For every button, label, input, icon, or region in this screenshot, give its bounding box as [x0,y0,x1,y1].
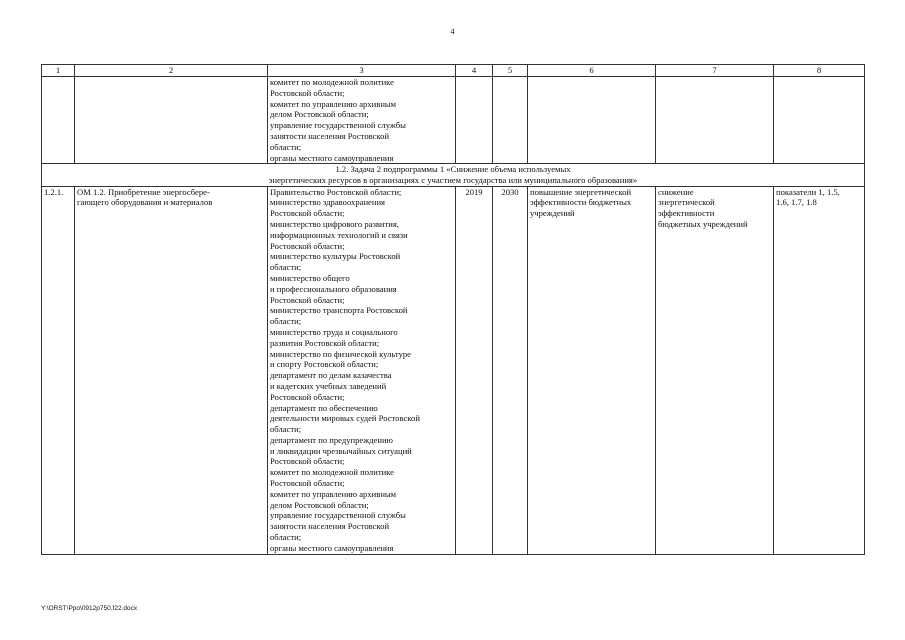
task-heading [42,164,865,186]
indicator-line: показатели 1, 1.5, [776,186,840,197]
program-measures-table [41,64,865,555]
executor-line: развития Ростовской области; [270,337,380,348]
consequence-line: эффективности [658,208,715,219]
page-number: 4 [450,27,455,36]
measure-row [42,186,865,554]
executor-line: министерство по физической культуре [270,348,411,359]
executor-line: комитет по управлению архивным [270,98,397,109]
executor-line: департамент по предупреждению [270,434,393,445]
column-number: 4 [456,65,493,77]
cell-empty [42,77,75,164]
executor-line: комитет по молодежной политике [270,77,394,87]
executor-line: и профессионального образования [270,283,397,294]
column-number: 1 [42,65,75,77]
executor-line: деятельности мировых судей Ростовской [270,413,420,424]
executor-line: министерство общего [270,272,350,283]
cell-empty [774,77,865,164]
expected-result-line: учреждений [530,208,575,219]
executor-line: области; [270,316,302,327]
measure-name-line: гающего оборудования и материалов [77,197,213,208]
executor-line: области; [270,262,302,273]
executor-line: и спорту Ростовской области; [270,359,379,370]
task-heading-row [42,164,865,186]
executor-line: занятости населения Ростовской [270,130,390,141]
executor-line: и кадетских учебных заведений [270,380,387,391]
task-heading-line: энергетических ресурсов в организациях с участием государства или муниципального образования» [268,174,638,185]
executor-line: и ликвидации чрезвычайных ситуаций [270,445,412,456]
consequence-line: снижение [658,186,694,197]
expected-result-line: эффективности бюджетных [530,197,632,208]
column-number: 6 [528,65,656,77]
cell-empty [493,77,528,164]
start-year: 2019 [456,186,493,554]
executor-line: управление государственной службы [270,120,406,131]
executor-line: департамент по обеспечению [270,402,378,413]
executor-line: министерство цифрового развития, [270,218,399,229]
executor-line: занятости населения Ростовской [270,521,390,532]
cell-empty [75,77,268,164]
executor-line: Ростовской области; [270,391,345,402]
executor-line: министерство транспорта Ростовской [270,305,408,316]
executor-line: органы местного самоуправления [270,152,394,163]
executor-line: делом Ростовской области; [270,499,369,510]
executor-line: Ростовской области; [270,294,345,305]
executors-cell [268,186,456,554]
executor-line: департамент по делам казачества [270,370,392,381]
executor-line: органы местного самоуправления [270,542,394,553]
executor-line: Ростовской области; [270,456,345,467]
continued-row [42,77,865,164]
executor-line: Правительство Ростовской области; [270,186,402,197]
cell-empty [656,77,774,164]
indicator-line: 1.6, 1.7, 1.8 [776,197,817,208]
executor-line: Ростовской области; [270,478,345,489]
executor-line: Ростовской области; [270,240,345,251]
executor-line: Ростовской области; [270,208,345,219]
column-number: 5 [493,65,528,77]
executor-line: министерство труда и социального [270,326,398,337]
file-path-footer: Y:\ORST\Ppo\0912p750.f22.docx [41,605,138,612]
executor-line: комитет по молодежной политике [270,467,394,478]
measure-name-line: ОМ 1.2. Приобретение энергосбере- [77,186,210,197]
end-year: 2030 [493,186,528,554]
row-number: 1.2.1. [42,186,75,554]
column-number: 8 [774,65,865,77]
cell-empty [456,77,493,164]
executor-line: Ростовской области; [270,87,345,98]
cell-empty [528,77,656,164]
column-number-row [42,65,865,77]
consequence-line: бюджетных учреждений [658,218,748,229]
expected-result-cell [528,186,656,554]
consequence-line: энергетической [658,197,715,208]
measure-name-cell [75,186,268,554]
column-number: 3 [268,65,456,77]
task-heading-line: 1.2. Задача 2 подпрограммы 1 «Снижение объема используемых [335,164,571,175]
executor-line: министерство культуры Ростовской [270,251,401,262]
executor-line: управление государственной службы [270,510,406,521]
indicators-cell [774,186,865,554]
column-number: 7 [656,65,774,77]
executor-line: области; [270,424,302,435]
executor-line: комитет по управлению архивным [270,488,397,499]
executor-line: области; [270,532,302,543]
expected-result-line: повышение энергетической [530,186,632,197]
executor-line: делом Ростовской области; [270,109,369,120]
executor-line: министерство здравоохранения [270,197,386,208]
executor-line: информационных технологий и связи [270,229,408,240]
executor-line: области; [270,141,302,152]
continued-executors-cell [268,77,456,164]
column-number: 2 [75,65,268,77]
consequence-cell [656,186,774,554]
